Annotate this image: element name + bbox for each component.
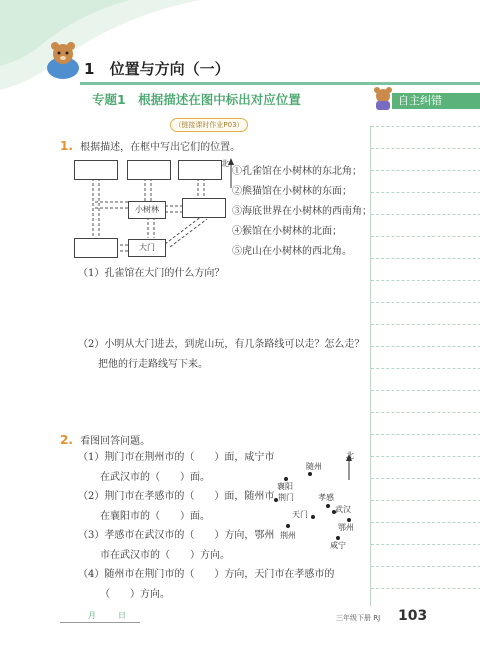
footer-day: 日: [118, 611, 126, 620]
q2-number: 2.: [60, 433, 73, 447]
q2-item-2b: 在襄阳市的（ ）面。: [100, 511, 210, 522]
footer-month: 月: [88, 611, 96, 620]
link-tag: （链接课时作业P03）: [170, 118, 248, 132]
city-wuhan: 武汉: [335, 505, 351, 514]
q2-stem-text: 看图回答问题。: [80, 436, 151, 447]
city-suizhou: 随州: [306, 462, 322, 471]
date-underline: [60, 622, 140, 623]
q1-stem-text: 根据描述，在框中写出它们的位置。: [80, 142, 241, 153]
bear-small-icon: [372, 86, 394, 112]
unit-title: [84, 58, 230, 79]
q1-sub1: （1）孔雀馆在大门的什么方向？: [78, 268, 225, 279]
north-label: 北: [221, 159, 229, 168]
clue-5: ⑤虎山在小树林的西北角。: [232, 246, 352, 257]
q1-stem: [60, 139, 240, 155]
diagram-box-north: [127, 160, 171, 180]
q2-item-1a: （1）荆门市在荆州市的（ ）面，咸宁市: [78, 452, 275, 463]
grade-label: 三年级下册 RJ: [336, 614, 381, 622]
q2-item-3b: 市在武汉市的（ ）方向。: [100, 550, 230, 561]
title-underline: [80, 82, 480, 85]
city-xiangyang: 襄阳: [277, 482, 293, 491]
topic-title: 专题1 根据描述在图中标出对应位置: [92, 92, 301, 107]
bear-mascot-icon: [42, 40, 84, 82]
diagram-box-east: [182, 198, 226, 218]
q2-item-3a: （3）孝感市在武汉市的（ ）方向，鄂州: [78, 530, 275, 541]
city-jingzhou: 荆州: [280, 531, 296, 540]
diagram-center-box: 小树林: [128, 201, 166, 219]
page-number: 103: [398, 608, 428, 624]
q1-sub2-line1: （2）小明从大门进去，到虎山玩，有几条路线可以走？怎么走？: [78, 339, 365, 350]
diagram-box-southwest: [74, 238, 118, 258]
q1-sub2-line2: 把他的行走路线写下来。: [98, 359, 208, 370]
city-xiaogan: 孝感: [318, 493, 334, 502]
city-tianmen: 天门: [292, 510, 308, 519]
q2-stem: [60, 433, 150, 449]
clue-1: ①孔雀馆在小树林的东北角；: [232, 166, 362, 177]
q2-item-2a: （2）荆门市在孝感市的（ ）面，随州市: [78, 491, 275, 502]
q2-item-1b: 在武汉市的（ ）面。: [100, 472, 210, 483]
diagram-box-northwest: [74, 160, 118, 180]
map-north-label: 北: [346, 451, 354, 460]
notes-column: [370, 126, 480, 606]
q2-item-4b: （ ）方向。: [100, 589, 170, 600]
city-ezhou: 鄂州: [338, 523, 354, 532]
q1-number: 1.: [60, 139, 73, 153]
unit-title-text: 位置与方向（一）: [109, 60, 230, 78]
city-xianning: 咸宁: [330, 541, 346, 550]
clue-2: ②熊猫馆在小树林的东面；: [232, 186, 352, 197]
city-jingmen: 荆门: [278, 493, 294, 502]
unit-number: 1: [84, 60, 95, 78]
diagram-gate-box: 大门: [128, 239, 166, 257]
review-tab: 自主纠错: [392, 93, 480, 109]
q2-item-4a: （4）随州市在荆门市的（ ）方向，天门市在孝感市的: [78, 569, 335, 580]
clue-4: ④猴馆在小树林的北面；: [232, 226, 342, 237]
clue-3: ③海底世界在小树林的西南角；: [232, 206, 372, 217]
diagram-box-northeast: [178, 160, 222, 180]
